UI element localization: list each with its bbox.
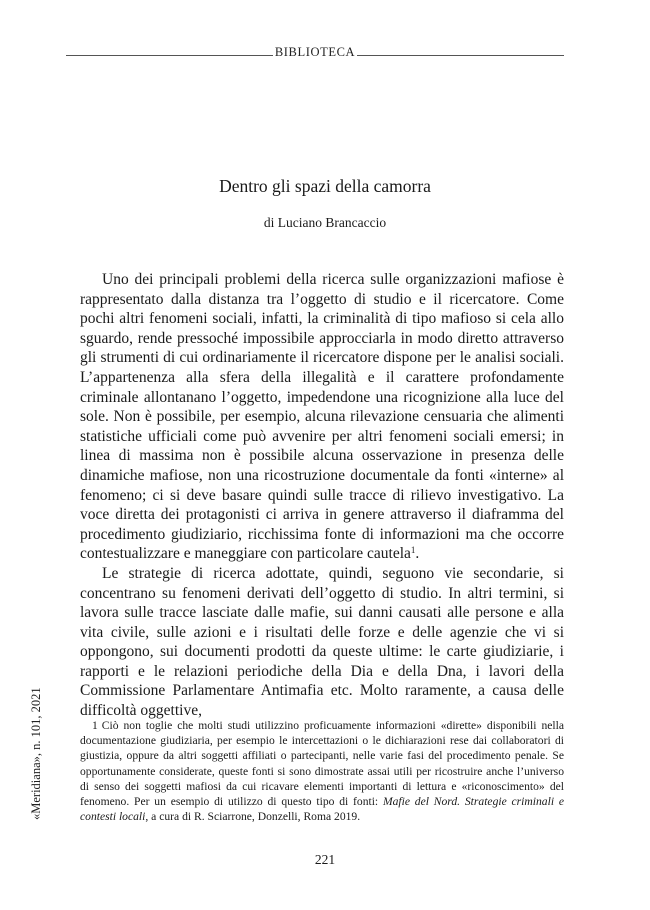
paragraph-text: Uno dei principali problemi della ricerca sulle organizzazioni mafiose è rappresentato dalla distanza tra l’oggetto di studio e il ricercatore. Come pochi altri fenomeni sociali, infatti, la criminalità di tipo mafioso si cela allo sguardo, rende pressoché impossibile approcciarla in modo diretto attraverso gli strumenti di cui ordinariamente il ricercatore dispone per le analisi sociali. L’appartenenza alla sfera della illegalità e il carattere profondamente criminale allontanano l’oggetto, impedendone una ricognizione alla luce del sole. Non è possibile, per esempio, alcuna rilevazione censuaria che alimenti statistiche ufficiali come può avvenire per altri fenomeni sociali emersi; in linea di massima non è possibile alcuna osservazione in presenza delle dinamiche mafiose, non una ricostruzione documentale da fonti «interne» al fenomeno; ci si deve basare quindi sulle tracce di rilievo investigativo. La voce diretta dei protagonisti ci arriva in genere attraverso il diaframma del procedimento giudiziario, ricchissima fonte di informazioni ma che occorre contestualizzare e maneggiare con particolare cautela — [80, 271, 564, 563]
footnote-body — [80, 718, 564, 824]
header-label: BIBLIOTECA — [274, 44, 356, 59]
article-author: di Luciano Brancaccio — [263, 215, 387, 230]
footnote-text: Ciò non toglie che molti studi utilizzino proficuamente informazioni «dirette» disponibili nella documentazione giudiziaria, per esempio le intercettazioni o le dichiarazioni rese dai collaboratori di giustizia, oppure da altri soggetti affiliati o partecipanti, nelle varie fasi del procedimento penale. Se opportunamente considerate, queste fonti si sono dimostrate assai utili per ricostruire anche l’universo di senso dei soggetti mafiosi da cui ricavare elementi importanti di lettura e «riconoscimento» del fenomeno. Per un esempio di utilizzo di questo tipo di fonti: — [80, 719, 564, 809]
footnote — [80, 718, 564, 824]
footnote-reference-details: , a cura di R. Sciarrone, Donzelli, Roma 2019. — [145, 810, 361, 824]
header-rule-right — [357, 55, 564, 56]
article-body — [80, 270, 564, 721]
header-rule-left — [66, 55, 273, 56]
footnote-number: 1 — [92, 719, 98, 732]
body-paragraph: Uno dei principali problemi della ricerca sulle organizzazioni mafiose è rappresentato dalla distanza tra l’oggetto di studio e il ricercatore. Come pochi altri fenomeni sociali, infatti, la criminalità di tipo mafioso si cela allo sguardo, rende pressoché impossibile approcciarla in modo diretto attraverso gli strumenti di cui ordinariamente il ricercatore dispone per le analisi sociali. L’appartenenza alla sfera della illegalità e il carattere profondamente criminale allontanano l’oggetto, impedendone una ricognizione alla luce del sole. Non è possibile, per esempio, alcuna rilevazione censuaria che alimenti statistiche ufficiali come può avvenire per altri fenomeni sociali emersi; in linea di massima non è possibile alcuna osservazione in presenza delle dinamiche mafiose, non una ricostruzione documentale da fonti «interne» al fenomeno; ci si deve basare quindi sulle tracce di rilievo investigativo. La voce diretta dei protagonisti ci arriva in genere attraverso il diaframma del procedimento giudiziario, ricchissima fonte di informazioni ma che occorre contestualizzare e maneggiare con particolare cautela$^1$. — [80, 271, 564, 563]
footnote-reference: 1 — [410, 545, 416, 556]
article-title: Dentro gli spazi della camorra — [219, 176, 431, 196]
body-paragraph: Le strategie di ricerca adottate, quindi, seguono vie secondarie, si concentrano su fenomeni derivati dell’oggetto di studio. In altri termini, si lavora sulle tracce lasciate dalle mafie, sui danni causati alle persone e alla vita civile, sulle azioni e i risultati delle forze e delle agenzie che vi si oppongono, sui documenti prodotti da queste ultime: le carte giudiziarie, i rapporti e le relazioni periodiche della Dia e della Dna, i lavori della Commissione Parlamentare Antimafia etc. Molto raramente, a causa delle difficoltà oggettive, — [80, 564, 564, 720]
page-number: 221 — [314, 852, 336, 867]
running-header — [66, 43, 564, 61]
journal-citation: «Meridiana», n. 101, 2021 — [29, 687, 43, 820]
footnote-reference-title: Mafie del Nord. Strategie criminali e contesti locali — [80, 795, 564, 824]
